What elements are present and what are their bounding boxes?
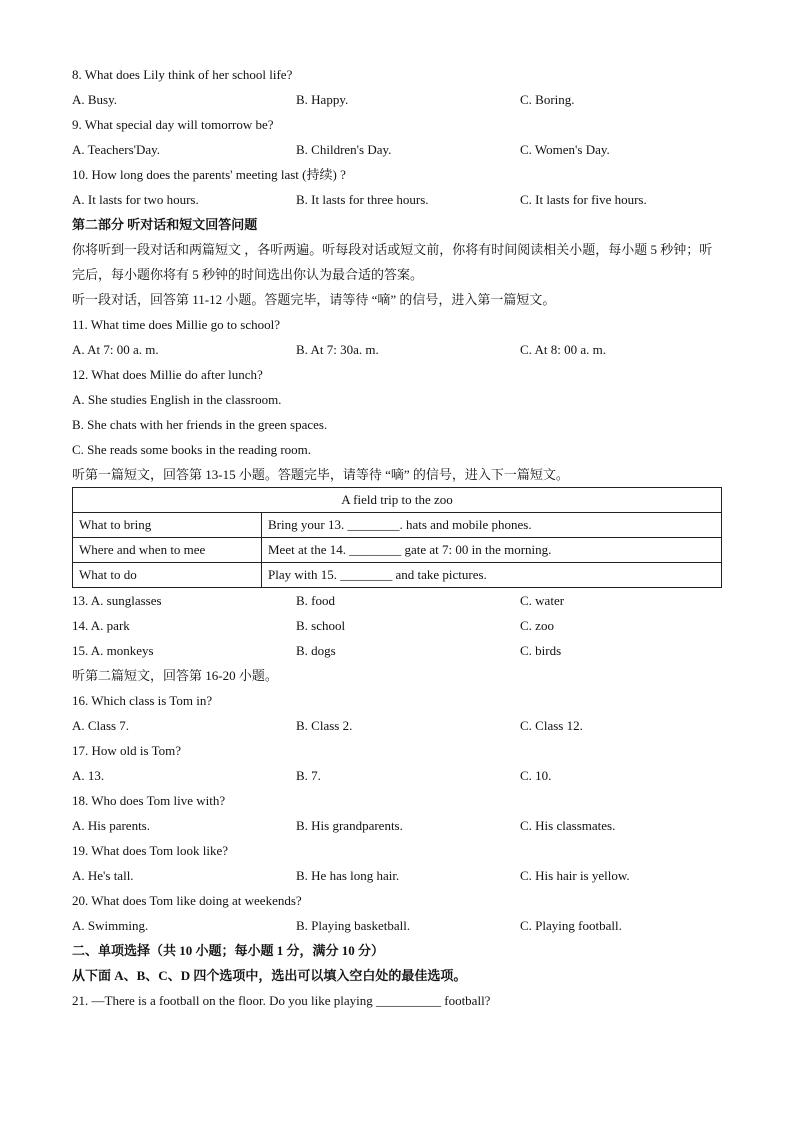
question-19: 19. What does Tom look like? <box>72 843 229 858</box>
question-10-options <box>72 187 722 212</box>
option-a: 13. A. sunglasses <box>72 593 162 608</box>
question-17-options <box>72 763 722 788</box>
question-18: 18. Who does Tom live with? <box>72 793 226 808</box>
part2-heading: 第二部分 听对话和短文回答问题 <box>72 217 258 232</box>
option-b: B. He has long hair. <box>296 868 400 883</box>
option-b: B. Class 2. <box>296 718 353 733</box>
question-16-options <box>72 713 722 738</box>
question-20: 20. What does Tom like doing at weekends? <box>72 893 302 908</box>
option-a: 14. A. park <box>72 618 130 633</box>
option-a: A. At 7: 00 a. m. <box>72 342 159 357</box>
row-label: What to do <box>73 563 262 588</box>
table-row <box>73 563 722 588</box>
question-9-options <box>72 137 722 162</box>
question-9: 9. What special day will tomorrow be? <box>72 117 274 132</box>
zoo-trip-table <box>72 487 722 588</box>
option-b: B. Children's Day. <box>296 142 392 157</box>
row-content: Bring your 13. ________. hats and mobile phones. <box>262 513 722 538</box>
question-8-options <box>72 87 722 112</box>
section2-instruction: 从下面 A、B、C、D 四个选项中，选出可以填入空白处的最佳选项。 <box>72 968 467 983</box>
question-21: 21. —There is a football on the floor. Do you like playing __________ football? <box>72 993 491 1008</box>
option-b: B. It lasts for three hours. <box>296 192 429 207</box>
option-b: B. She chats with her friends in the green spaces. <box>72 417 328 432</box>
question-15-options <box>72 638 722 663</box>
part2-intro: 你将听到一段对话和两篇短文 ，各听两遍。听每段对话或短文前，你将有时间阅读相关小题，每小题 5 秒钟；听完后，每小题你将有 5 秒钟的时间选出你认为最合适的答案。 <box>72 242 713 282</box>
question-13-options <box>72 588 722 613</box>
option-c: C. water <box>520 593 565 608</box>
passage2-instruction: 听第二篇短文，回答第 16-20 小题。 <box>72 668 278 683</box>
question-14-options <box>72 613 722 638</box>
question-19-options <box>72 863 722 888</box>
option-c: C. She reads some books in the reading room. <box>72 442 312 457</box>
option-a: 15. A. monkeys <box>72 643 154 658</box>
question-18-options <box>72 813 722 838</box>
option-c: C. At 8: 00 a. m. <box>520 342 606 357</box>
row-content: Play with 15. ________ and take pictures. <box>262 563 722 588</box>
question-17: 17. How old is Tom? <box>72 743 181 758</box>
question-10: 10. How long does the parents' meeting last (持续) ? <box>72 167 346 182</box>
option-c: C. Class 12. <box>520 718 583 733</box>
question-11: 11. What time does Millie go to school? <box>72 317 280 332</box>
option-a: A. Class 7. <box>72 718 130 733</box>
option-c: C. 10. <box>520 768 552 783</box>
option-a: A. Swimming. <box>72 918 149 933</box>
question-8: 8. What does Lily think of her school life? <box>72 67 293 82</box>
option-a: A. He's tall. <box>72 868 134 883</box>
option-b: B. Happy. <box>296 92 349 107</box>
table-row <box>73 538 722 563</box>
question-12: 12. What does Millie do after lunch? <box>72 367 263 382</box>
option-b: B. school <box>296 618 346 633</box>
option-b: B. food <box>296 593 335 608</box>
option-c: C. Playing football. <box>520 918 622 933</box>
table-title: A field trip to the zoo <box>73 488 722 513</box>
option-c: C. zoo <box>520 618 554 633</box>
option-a: A. Teachers'Day. <box>72 142 161 157</box>
option-b: B. His grandparents. <box>296 818 403 833</box>
option-c: C. His classmates. <box>520 818 616 833</box>
option-c: C. Boring. <box>520 92 575 107</box>
option-b: B. 7. <box>296 768 321 783</box>
table-row <box>73 513 722 538</box>
option-b: B. dogs <box>296 643 336 658</box>
option-a: A. It lasts for two hours. <box>72 192 199 207</box>
option-c: C. It lasts for five hours. <box>520 192 647 207</box>
question-11-options <box>72 337 722 362</box>
option-c: C. His hair is yellow. <box>520 868 630 883</box>
question-20-options <box>72 913 722 938</box>
option-a: A. His parents. <box>72 818 150 833</box>
option-a: A. She studies English in the classroom. <box>72 392 282 407</box>
option-b: B. At 7: 30a. m. <box>296 342 379 357</box>
row-label: What to bring <box>73 513 262 538</box>
row-content: Meet at the 14. ________ gate at 7: 00 in the morning. <box>262 538 722 563</box>
option-c: C. birds <box>520 643 562 658</box>
question-16: 16. Which class is Tom in? <box>72 693 213 708</box>
option-a: A. Busy. <box>72 92 118 107</box>
option-b: B. Playing basketball. <box>296 918 411 933</box>
option-c: C. Women's Day. <box>520 142 610 157</box>
row-label: Where and when to mee <box>73 538 262 563</box>
passage1-instruction: 听第一篇短文，回答第 13-15 小题。答题完毕，请等待 “嘀” 的信号，进入下一篇短文。 <box>72 467 569 482</box>
dialogue-instruction: 听一段对话，回答第 11-12 小题。答题完毕，请等待 “嘀” 的信号，进入第一篇短文。 <box>72 292 556 307</box>
section2-heading: 二、单项选择（共 10 小题；每小题 1 分，满分 10 分） <box>72 943 385 958</box>
option-a: A. 13. <box>72 768 105 783</box>
